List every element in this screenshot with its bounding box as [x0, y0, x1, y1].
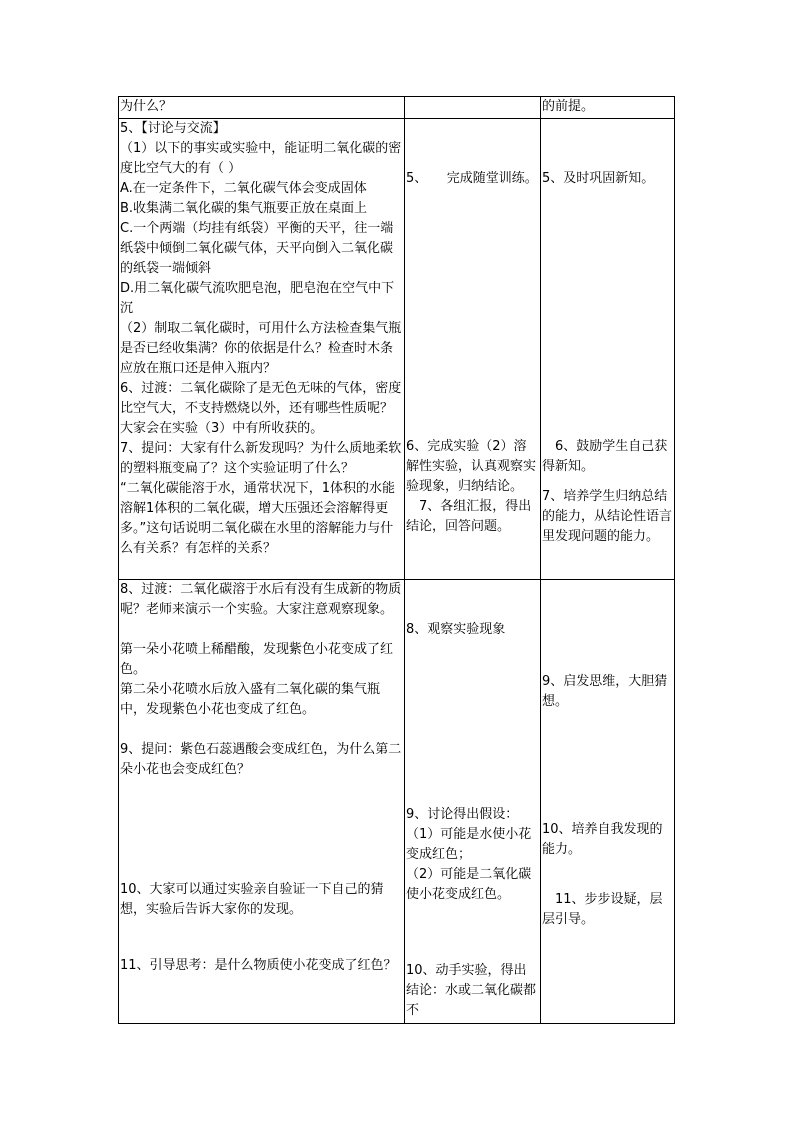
cell-text: A.在一定条件下，二氧化碳气体会变成固体 [120, 181, 367, 196]
student-activity-cell [405, 97, 541, 119]
cell-text: 8、过渡：二氧化碳溶于水后有没有生成新的物质呢？老师来演示一个实验。大家注意观察现象。 [120, 582, 402, 617]
cell-text: 5、【讨论与交流】 [120, 121, 226, 136]
cell-text: 5、 完成随堂训练。 [406, 171, 538, 186]
cell-text: （2）制取二氧化碳时，可用什么方法检查集气瓶是否已经收集满？你的依据是什么？检查时木条应放在瓶口还是伸入瓶内？ [120, 321, 402, 376]
cell-text: 7、培养学生归纳总结的能力，从结论性语言里发现问题的能力。 [542, 489, 673, 544]
cell-text: 的前提。 [542, 99, 595, 114]
student-activity-cell [405, 580, 541, 1024]
cell-text: 11、引导思考：是什么物质使小花变成了红色？ [120, 958, 397, 973]
cell-text: 6、完成实验（2）溶解性实验，认真观察实验现象，归纳结论。 [406, 439, 537, 494]
cell-text: C.一个两端（均挂有纸袋）平衡的天平，往一端纸袋中倾倒二氧化碳气体，天平向倒入二氧化碳的纸袋一端倾斜 [120, 221, 394, 276]
cell-text: 5、及时巩固新知。 [542, 171, 655, 186]
cell-text: D.用二氧化碳气流吹肥皂泡，肥皂泡在空气中下沉 [120, 281, 395, 316]
cell-text: 6、鼓励学生自己获得新知。 [542, 439, 668, 474]
cell-text: （1）以下的事实或实验中，能证明二氧化碳的密度比空气大的有（ ） [120, 141, 402, 176]
cell-text: 9、提问：紫色石蕊遇酸会变成红色，为什么第二朵小花也会变成红色？ [120, 742, 402, 777]
cell-text: 为什么？ [120, 99, 173, 114]
cell-text: 6、过渡：二氧化碳除了是无色无味的气体，密度比空气大，不支持燃烧以外，还有哪些性质呢？大家会在实验（3）中有所收获的。 [120, 381, 402, 436]
teacher-activity-cell [119, 580, 405, 1024]
cell-text: 9、启发思维，大胆猜想。 [542, 674, 668, 709]
cell-text: 7、各组汇报，得出结论，回答问题。 [406, 499, 532, 534]
cell-text: 10、培养自我发现的能力。 [542, 822, 663, 857]
student-activity-cell [405, 119, 541, 580]
table-row [119, 119, 675, 580]
cell-text: 第一朵小花喷上稀醋酸，发现紫色小花变成了红色。 [120, 642, 394, 677]
cell-text: B.收集满二氧化碳的集气瓶要正放在桌面上 [120, 201, 368, 216]
cell-text: 9、讨论得出假设： [406, 807, 519, 822]
table-row [119, 97, 675, 119]
cell-text: 11、步步设疑，层层引导。 [542, 892, 663, 927]
design-intent-cell [541, 580, 675, 1024]
cell-text: （2）可能是二氧化碳使小花变成红色。 [406, 867, 532, 902]
cell-text: （1）可能是水使小花变成红色； [406, 827, 532, 862]
cell-text: 10、动手实验，得出结论：水或二氧化碳都不 [406, 963, 537, 1018]
cell-text: “二氧化碳能溶于水，通常状况下，1体积的水能溶解1体积的二氧化碳，增大压强还会溶解得更多。”这句话说明二氧化碳在水里的溶解能力与什么有关系？有怎样的关系？ [120, 481, 396, 556]
cell-text: 10、大家可以通过实验亲自验证一下自己的猜想，实验后告诉大家你的发现。 [120, 882, 384, 917]
teacher-activity-cell [119, 119, 405, 580]
table-row [119, 580, 675, 1024]
cell-text: 第二朵小花喷水后放入盛有二氧化碳的集气瓶中，发现紫色小花也变成了红色。 [120, 682, 381, 717]
cell-text: 8、观察实验现象 [406, 622, 506, 637]
lesson-plan-table [118, 96, 675, 1024]
teacher-activity-cell [119, 97, 405, 119]
design-intent-cell [541, 97, 675, 119]
design-intent-cell [541, 119, 675, 580]
cell-text: 7、提问：大家有什么新发现吗？为什么质地柔软的塑料瓶变扁了？这个实验证明了什么？ [120, 441, 402, 476]
